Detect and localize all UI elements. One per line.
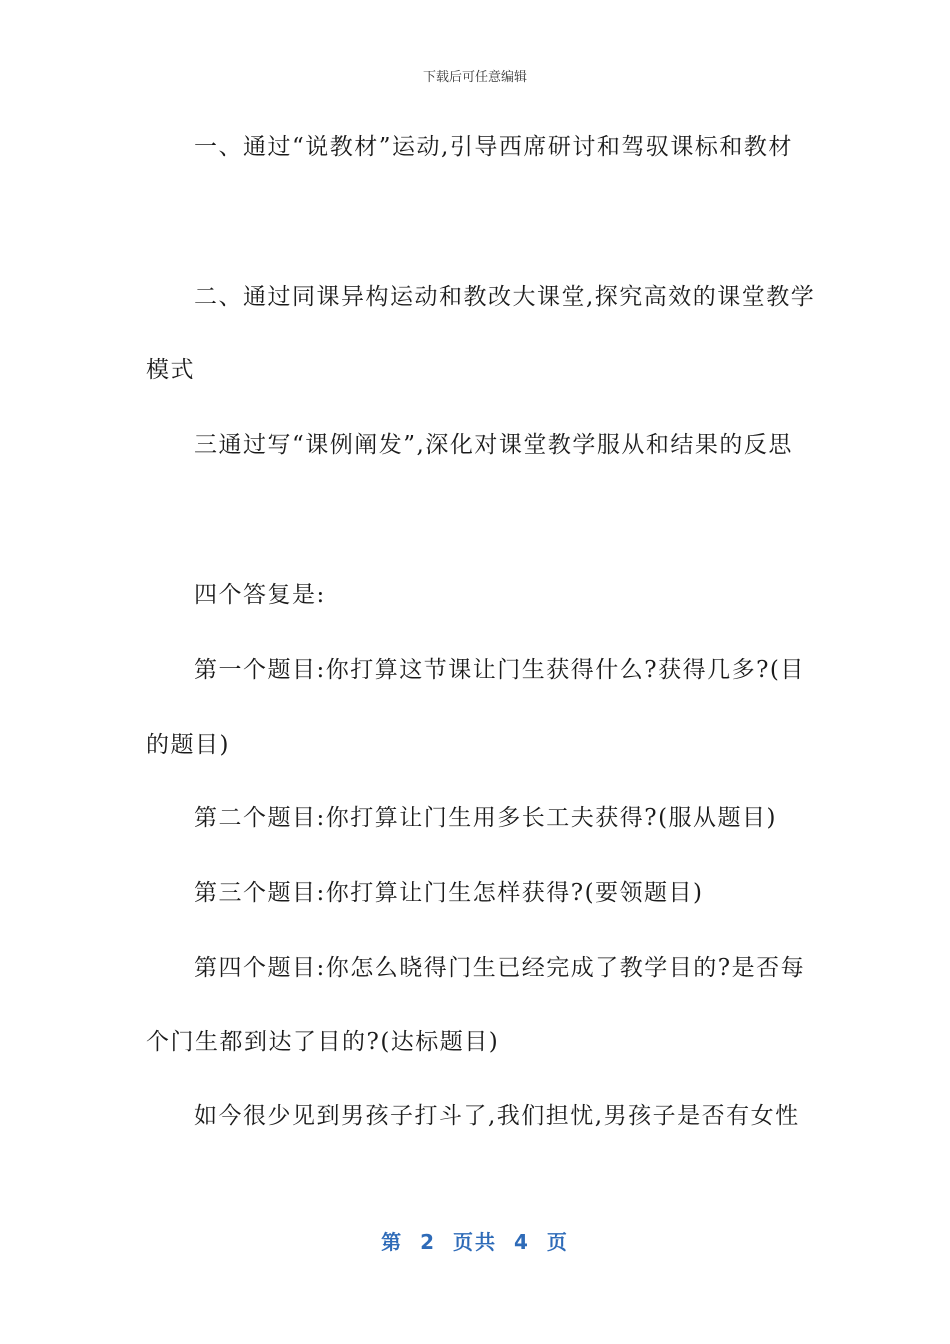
page-footer: 第 2 页共 4 页 bbox=[381, 1230, 569, 1254]
paragraph-line-8: 第二个题目:你打算让门生用多长工夫获得?(服从题目) bbox=[194, 805, 778, 831]
paragraph-line-1: 一、通过“说教材”运动,引导西席研讨和驾驭课标和教材 bbox=[194, 134, 793, 160]
paragraph-line-4: 三通过写“课例阐发”,深化对课堂教学服从和结果的反思 bbox=[194, 432, 793, 458]
paragraph-line-2: 二、通过同课异构运动和教改大课堂,探究高效的课堂教学 bbox=[194, 284, 816, 310]
paragraph-line-3: 模式 bbox=[146, 357, 195, 383]
paragraph-line-5: 四个答复是: bbox=[194, 582, 326, 608]
paragraph-line-11: 个门生都到达了目的?(达标题目) bbox=[146, 1029, 500, 1055]
paragraph-line-7: 的题目) bbox=[146, 732, 230, 758]
paragraph-line-12: 如今很少见到男孩子打斗了,我们担忧,男孩子是否有女性 bbox=[194, 1103, 800, 1129]
paragraph-line-9: 第三个题目:你打算让门生怎样获得?(要领题目) bbox=[194, 880, 704, 906]
paragraph-line-10: 第四个题目:你怎么晓得门生已经完成了教学目的?是否每 bbox=[194, 955, 806, 981]
page-header: 下载后可任意编辑 bbox=[422, 70, 527, 85]
paragraph-line-6: 第一个题目:你打算这节课让门生获得什么?获得几多?(目 bbox=[194, 657, 805, 683]
